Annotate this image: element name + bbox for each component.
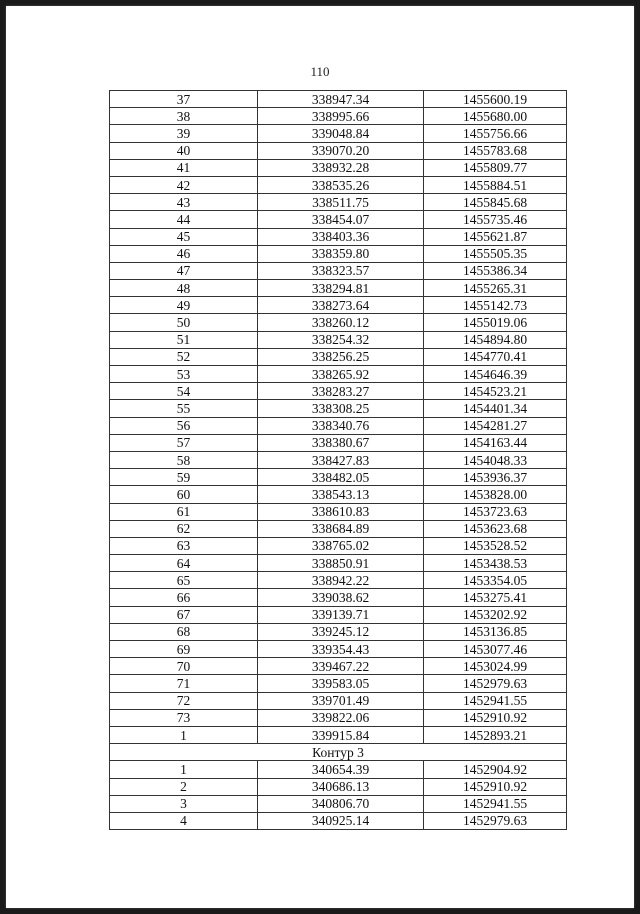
y-coordinate-cell: 1452941.55 — [424, 795, 567, 812]
y-coordinate-cell: 1453936.37 — [424, 469, 567, 486]
y-coordinate-cell: 1455019.06 — [424, 314, 567, 331]
table-row — [110, 366, 567, 383]
point-number-cell: 52 — [110, 348, 258, 365]
x-coordinate-cell: 338308.25 — [258, 400, 424, 417]
x-coordinate-cell: 339048.84 — [258, 125, 424, 142]
document-page — [6, 6, 634, 908]
section-header-group — [110, 744, 567, 761]
y-coordinate-cell: 1455735.46 — [424, 211, 567, 228]
table-row — [110, 761, 567, 778]
x-coordinate-cell: 338254.32 — [258, 331, 424, 348]
x-coordinate-cell: 338684.89 — [258, 520, 424, 537]
point-number-cell: 41 — [110, 159, 258, 176]
y-coordinate-cell: 1453275.41 — [424, 589, 567, 606]
table-row — [110, 245, 567, 262]
y-coordinate-cell: 1455621.87 — [424, 228, 567, 245]
point-number-cell: 43 — [110, 194, 258, 211]
y-coordinate-cell: 1452893.21 — [424, 726, 567, 743]
point-number-cell: 47 — [110, 262, 258, 279]
table-row — [110, 159, 567, 176]
point-number-cell: 54 — [110, 383, 258, 400]
y-coordinate-cell: 1455386.34 — [424, 262, 567, 279]
x-coordinate-cell: 338610.83 — [258, 503, 424, 520]
x-coordinate-cell: 338294.81 — [258, 280, 424, 297]
table-row — [110, 692, 567, 709]
y-coordinate-cell: 1453077.46 — [424, 641, 567, 658]
x-coordinate-cell: 338543.13 — [258, 486, 424, 503]
point-number-cell: 61 — [110, 503, 258, 520]
point-number-cell: 38 — [110, 108, 258, 125]
table-row — [110, 314, 567, 331]
x-coordinate-cell: 339245.12 — [258, 623, 424, 640]
y-coordinate-cell: 1455756.66 — [424, 125, 567, 142]
table-row — [110, 589, 567, 606]
table-row — [110, 812, 567, 829]
x-coordinate-cell: 339822.06 — [258, 709, 424, 726]
x-coordinate-cell: 338403.36 — [258, 228, 424, 245]
x-coordinate-cell: 338942.22 — [258, 572, 424, 589]
table-row — [110, 606, 567, 623]
point-number-cell: 69 — [110, 641, 258, 658]
x-coordinate-cell: 338932.28 — [258, 159, 424, 176]
y-coordinate-cell: 1453354.05 — [424, 572, 567, 589]
x-coordinate-cell: 338995.66 — [258, 108, 424, 125]
point-number-cell: 66 — [110, 589, 258, 606]
y-coordinate-cell: 1453438.53 — [424, 555, 567, 572]
table-row — [110, 709, 567, 726]
x-coordinate-cell: 338260.12 — [258, 314, 424, 331]
point-number-cell: 42 — [110, 176, 258, 193]
y-coordinate-cell: 1454163.44 — [424, 434, 567, 451]
x-coordinate-cell: 338454.07 — [258, 211, 424, 228]
table-row — [110, 176, 567, 193]
x-coordinate-cell: 338273.64 — [258, 297, 424, 314]
x-coordinate-cell: 338947.34 — [258, 91, 424, 108]
x-coordinate-cell: 338765.02 — [258, 537, 424, 554]
point-number-cell: 37 — [110, 91, 258, 108]
y-coordinate-cell: 1452910.92 — [424, 709, 567, 726]
y-coordinate-cell: 1452910.92 — [424, 778, 567, 795]
x-coordinate-cell: 338511.75 — [258, 194, 424, 211]
point-number-cell: 3 — [110, 795, 258, 812]
point-number-cell: 72 — [110, 692, 258, 709]
y-coordinate-cell: 1453723.63 — [424, 503, 567, 520]
point-number-cell: 49 — [110, 297, 258, 314]
y-coordinate-cell: 1452941.55 — [424, 692, 567, 709]
y-coordinate-cell: 1452979.63 — [424, 812, 567, 829]
point-number-cell: 58 — [110, 451, 258, 468]
table-row — [110, 486, 567, 503]
x-coordinate-cell: 338482.05 — [258, 469, 424, 486]
table-row — [110, 297, 567, 314]
y-coordinate-cell: 1453528.52 — [424, 537, 567, 554]
x-coordinate-cell: 338380.67 — [258, 434, 424, 451]
table-row — [110, 623, 567, 640]
y-coordinate-cell: 1454048.33 — [424, 451, 567, 468]
table-row — [110, 348, 567, 365]
point-number-cell: 53 — [110, 366, 258, 383]
table-row — [110, 400, 567, 417]
point-number-cell: 59 — [110, 469, 258, 486]
point-number-cell: 63 — [110, 537, 258, 554]
y-coordinate-cell: 1454281.27 — [424, 417, 567, 434]
table-row — [110, 469, 567, 486]
y-coordinate-cell: 1455265.31 — [424, 280, 567, 297]
y-coordinate-cell: 1455884.51 — [424, 176, 567, 193]
x-coordinate-cell: 340654.39 — [258, 761, 424, 778]
table-row — [110, 91, 567, 108]
y-coordinate-cell: 1452904.92 — [424, 761, 567, 778]
y-coordinate-cell: 1455600.19 — [424, 91, 567, 108]
table-row — [110, 108, 567, 125]
y-coordinate-cell: 1455809.77 — [424, 159, 567, 176]
table-row — [110, 262, 567, 279]
table-row — [110, 503, 567, 520]
point-number-cell: 51 — [110, 331, 258, 348]
point-number-cell: 70 — [110, 658, 258, 675]
x-coordinate-cell: 340686.13 — [258, 778, 424, 795]
x-coordinate-cell: 339354.43 — [258, 641, 424, 658]
point-number-cell: 67 — [110, 606, 258, 623]
y-coordinate-cell: 1453136.85 — [424, 623, 567, 640]
y-coordinate-cell: 1455845.68 — [424, 194, 567, 211]
table-row — [110, 331, 567, 348]
x-coordinate-cell: 339038.62 — [258, 589, 424, 606]
y-coordinate-cell: 1454894.80 — [424, 331, 567, 348]
table-row — [110, 280, 567, 297]
x-coordinate-cell: 338265.92 — [258, 366, 424, 383]
point-number-cell: 57 — [110, 434, 258, 451]
x-coordinate-cell: 338256.25 — [258, 348, 424, 365]
x-coordinate-cell: 338850.91 — [258, 555, 424, 572]
point-number-cell: 62 — [110, 520, 258, 537]
x-coordinate-cell: 338283.27 — [258, 383, 424, 400]
point-number-cell: 56 — [110, 417, 258, 434]
y-coordinate-cell: 1453202.92 — [424, 606, 567, 623]
table-row — [110, 417, 567, 434]
table-row — [110, 451, 567, 468]
point-number-cell: 60 — [110, 486, 258, 503]
point-number-cell: 2 — [110, 778, 258, 795]
section-title: Контур 3 — [110, 744, 567, 761]
y-coordinate-cell: 1455505.35 — [424, 245, 567, 262]
y-coordinate-cell: 1455783.68 — [424, 142, 567, 159]
table-row — [110, 641, 567, 658]
y-coordinate-cell: 1453828.00 — [424, 486, 567, 503]
table-row — [110, 434, 567, 451]
point-number-cell: 45 — [110, 228, 258, 245]
x-coordinate-cell: 338359.80 — [258, 245, 424, 262]
point-number-cell: 39 — [110, 125, 258, 142]
contour-3-rows — [110, 761, 567, 830]
point-number-cell: 73 — [110, 709, 258, 726]
section-header-row — [110, 744, 567, 761]
x-coordinate-cell: 338427.83 — [258, 451, 424, 468]
table-row — [110, 228, 567, 245]
table-row — [110, 211, 567, 228]
point-number-cell: 1 — [110, 726, 258, 743]
point-number-cell: 46 — [110, 245, 258, 262]
x-coordinate-cell: 338340.76 — [258, 417, 424, 434]
point-number-cell: 4 — [110, 812, 258, 829]
point-number-cell: 71 — [110, 675, 258, 692]
y-coordinate-cell: 1453024.99 — [424, 658, 567, 675]
y-coordinate-cell: 1454646.39 — [424, 366, 567, 383]
table-row — [110, 778, 567, 795]
contour-2-rows — [110, 91, 567, 744]
point-number-cell: 55 — [110, 400, 258, 417]
point-number-cell: 1 — [110, 761, 258, 778]
page-number: 110 — [310, 64, 330, 79]
y-coordinate-cell: 1452979.63 — [424, 675, 567, 692]
table-row — [110, 572, 567, 589]
table-row — [110, 795, 567, 812]
table-row — [110, 675, 567, 692]
table-row — [110, 555, 567, 572]
x-coordinate-cell: 339583.05 — [258, 675, 424, 692]
x-coordinate-cell: 340806.70 — [258, 795, 424, 812]
point-number-cell: 48 — [110, 280, 258, 297]
table-row — [110, 658, 567, 675]
point-number-cell: 65 — [110, 572, 258, 589]
point-number-cell: 68 — [110, 623, 258, 640]
y-coordinate-cell: 1454523.21 — [424, 383, 567, 400]
table-row — [110, 520, 567, 537]
x-coordinate-cell: 338323.57 — [258, 262, 424, 279]
table-row — [110, 383, 567, 400]
x-coordinate-cell: 339070.20 — [258, 142, 424, 159]
x-coordinate-cell: 340925.14 — [258, 812, 424, 829]
y-coordinate-cell: 1455680.00 — [424, 108, 567, 125]
point-number-cell: 44 — [110, 211, 258, 228]
table-row — [110, 726, 567, 743]
x-coordinate-cell: 339467.22 — [258, 658, 424, 675]
y-coordinate-cell: 1453623.68 — [424, 520, 567, 537]
point-number-cell: 40 — [110, 142, 258, 159]
coordinates-table — [109, 90, 567, 830]
table-row — [110, 194, 567, 211]
table-row — [110, 537, 567, 554]
point-number-cell: 64 — [110, 555, 258, 572]
x-coordinate-cell: 339915.84 — [258, 726, 424, 743]
x-coordinate-cell: 338535.26 — [258, 176, 424, 193]
x-coordinate-cell: 339139.71 — [258, 606, 424, 623]
y-coordinate-cell: 1454401.34 — [424, 400, 567, 417]
point-number-cell: 50 — [110, 314, 258, 331]
y-coordinate-cell: 1454770.41 — [424, 348, 567, 365]
x-coordinate-cell: 339701.49 — [258, 692, 424, 709]
y-coordinate-cell: 1455142.73 — [424, 297, 567, 314]
table-row — [110, 142, 567, 159]
table-row — [110, 125, 567, 142]
